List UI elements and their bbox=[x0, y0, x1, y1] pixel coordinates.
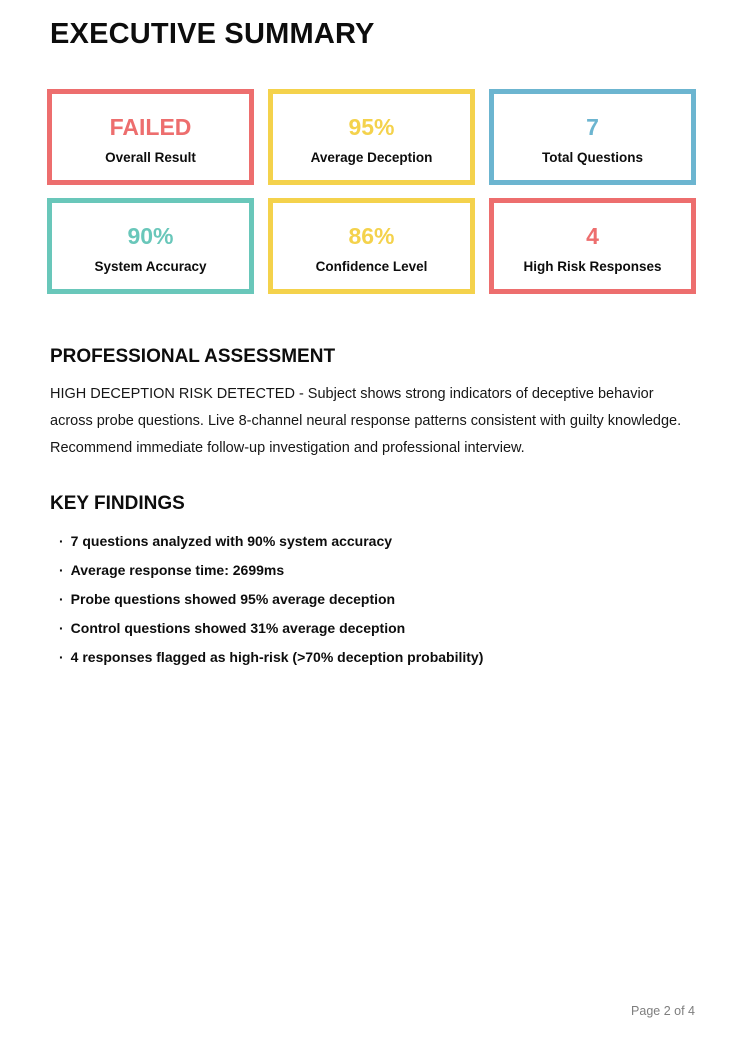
metric-card-high-risk-responses bbox=[489, 198, 696, 294]
key-finding-text: Average response time: 2699ms bbox=[70, 562, 285, 578]
bullet-icon: · bbox=[59, 533, 64, 549]
metric-label: High Risk Responses bbox=[523, 258, 662, 274]
key-finding-text: 4 responses flagged as high-risk (>70% deception probability) bbox=[70, 649, 484, 665]
page-number: Page 2 of 4 bbox=[631, 1004, 695, 1018]
key-finding-item bbox=[59, 562, 696, 578]
bullet-icon: · bbox=[59, 562, 64, 578]
bullet-icon: · bbox=[59, 591, 64, 607]
key-finding-text: 7 questions analyzed with 90% system accuracy bbox=[70, 533, 393, 549]
metric-label: System Accuracy bbox=[94, 258, 207, 274]
assessment-paragraph: HIGH DECEPTION RISK DETECTED - Subject shows strong indicators of deceptive behavior across probe questions. Live 8-channel neural response patterns consistent with guilty knowledge. Recommend immediate follow-up investigation and professional interview. bbox=[50, 386, 682, 456]
metric-label: Confidence Level bbox=[315, 258, 428, 274]
metric-card-confidence-level bbox=[268, 198, 475, 294]
key-finding-text: Control questions showed 31% average deception bbox=[70, 620, 406, 636]
bullet-icon: · bbox=[59, 649, 64, 665]
key-finding-item bbox=[59, 649, 696, 665]
metric-label: Overall Result bbox=[105, 149, 196, 165]
metric-value: 95% bbox=[348, 113, 395, 140]
metric-card-average-deception bbox=[268, 89, 475, 185]
key-finding-item bbox=[59, 533, 696, 549]
metric-value: 4 bbox=[586, 222, 599, 249]
metric-value: FAILED bbox=[109, 113, 192, 140]
section-heading-professional-assessment: PROFESSIONAL ASSESSMENT bbox=[50, 346, 336, 367]
bullet-icon: · bbox=[59, 620, 64, 636]
metric-value: 86% bbox=[348, 222, 395, 249]
metric-label: Average Deception bbox=[310, 149, 433, 165]
key-finding-item bbox=[59, 591, 696, 607]
metric-card-system-accuracy bbox=[47, 198, 254, 294]
metric-cards-grid bbox=[0, 89, 743, 294]
metric-card-total-questions bbox=[489, 89, 696, 185]
page-title: EXECUTIVE SUMMARY bbox=[50, 18, 375, 50]
metric-value: 7 bbox=[586, 113, 599, 140]
key-finding-text: Probe questions showed 95% average deception bbox=[70, 591, 396, 607]
key-findings-list bbox=[0, 533, 696, 665]
key-finding-item bbox=[59, 620, 696, 636]
metric-card-overall-result bbox=[47, 89, 254, 185]
section-heading-key-findings: KEY FINDINGS bbox=[50, 493, 185, 514]
metric-value: 90% bbox=[127, 222, 174, 249]
metric-label: Total Questions bbox=[541, 149, 643, 165]
